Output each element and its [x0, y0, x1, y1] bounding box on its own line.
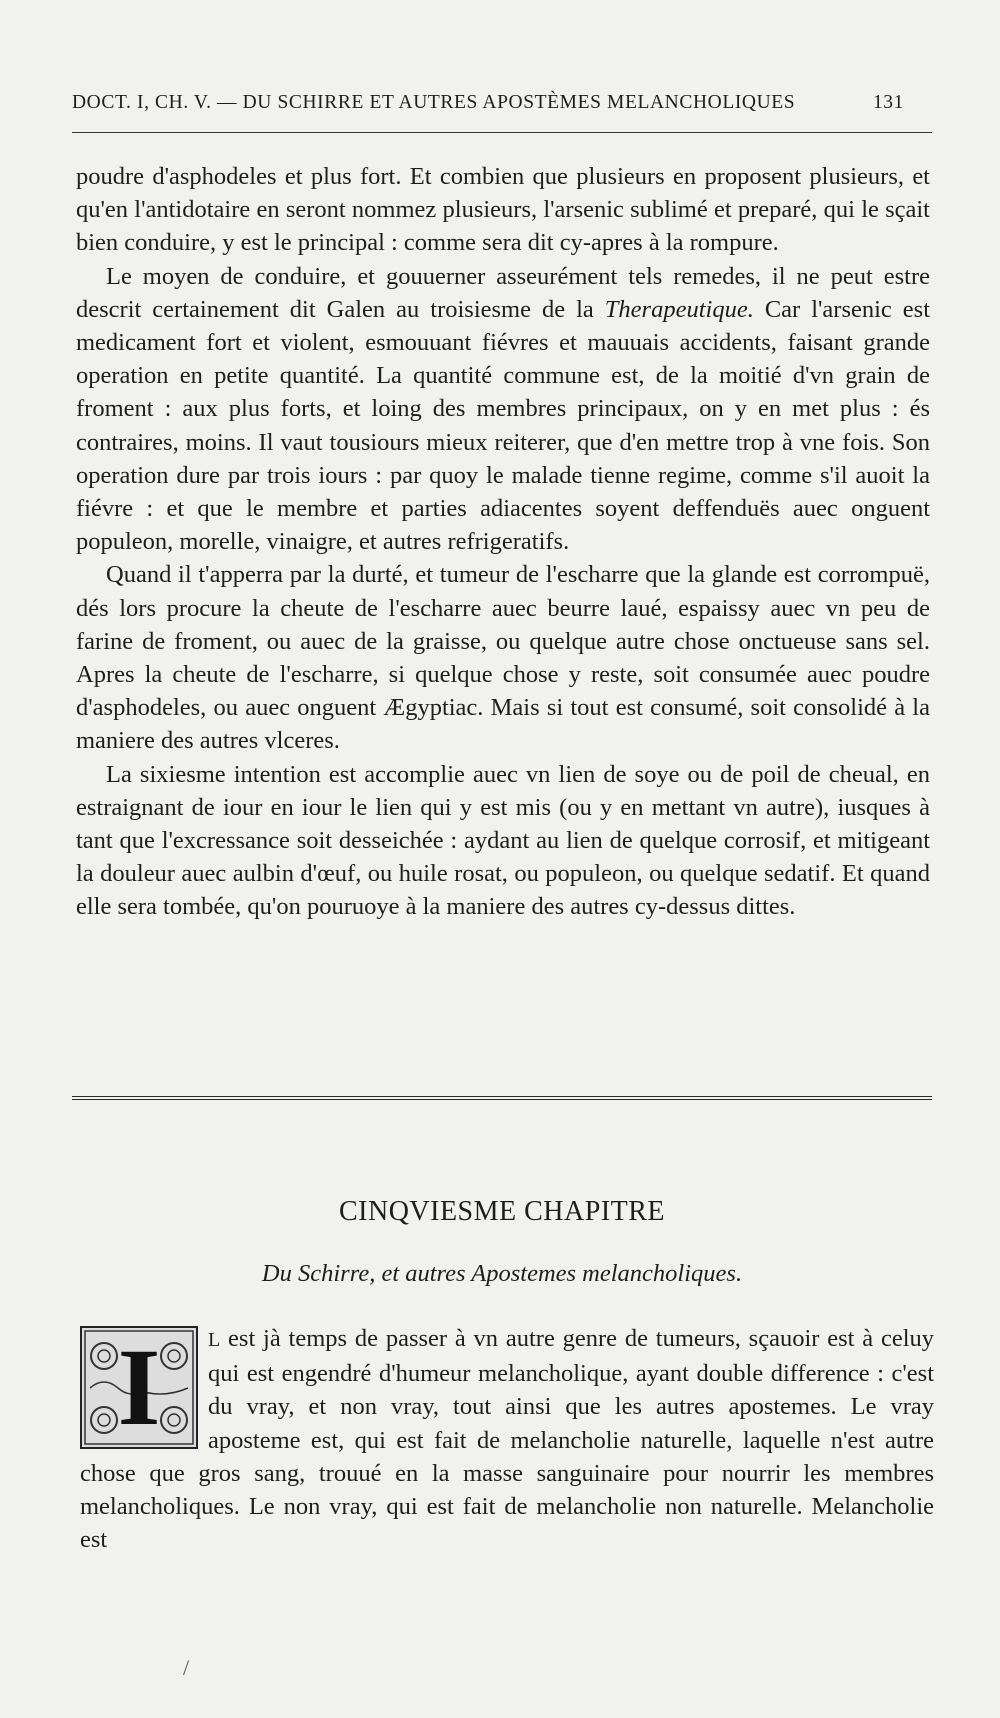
- running-title: DOCT. I, CH. V. — DU SCHIRRE ET AUTRES APOSTÈMES MELANCHOLIQUES: [72, 92, 796, 113]
- body-text: [76, 160, 930, 924]
- paragraph-2-italic: Therapeutique.: [604, 295, 754, 323]
- paragraph-2-text-b: Car l'arsenic est medicament fort et violent, esmouuant fiévres et mauuais accidents, faisant grande operation en petite quantité. La quantité commune est, de la moitié d'vn grain de froment : aux plus forts, et loing des membres principaux, on y en met plus : és contraires, moins. Il vaut tousiours mieux reiterer, que d'en mettre trop à vne fois. Son operation dure par trois iours : par quoy le malade tienne regime, comme s'il auoit la fiévre : et que le membre et parties adiacentes soyent deffenduës auec onguent populeon, morelle, vinaigre, et autres refrigeratifs.: [76, 295, 931, 556]
- chapter-title: CINQVIESME CHAPITRE: [338, 1196, 666, 1227]
- paragraph-2-text-a: Le moyen de conduire, et gouuerner asseurément tels remedes, il ne peut estre descrit certainement dit Galen au troisiesme de la: [76, 262, 930, 323]
- chapter-subtitle: Du Schirre, et autres Apostemes melancholiques.: [261, 1260, 743, 1287]
- chapter-separator-rule: [72, 1096, 932, 1100]
- paragraph-2: [76, 260, 930, 559]
- paragraph-3: Quand il t'apperra par la durté, et tumeur de l'escharre que la glande est corrompuë, dés lors procure la cheute de l'escharre auec beurre laué, espaissy auec vn peu de farine de froment, ou auec de la graisse, ou quelque autre chose onctueuse sans sel. Apres la cheute de l'escharre, si quelque chose y reste, soit consumée auec poudre d'asphodeles, ou auec onguent Ægyptiac. Mais si tout est consumé, soit consolidé à la maniere des autres vlceres.: [76, 561, 930, 755]
- stray-ink-mark: /: [183, 1655, 190, 1680]
- paragraph-4: La sixiesme intention est accomplie auec vn lien de soye ou de poil de cheual, en estraignant de iour en iour le lien qui y est mis (ou y en mettant vn autre), iusques à tant que l'excressance soit desseichée : aydant au lien de quelque corrosif, et mitigeant la douleur auec aulbin d'œuf, ou huile rosat, ou populeon, ou quelque sedatif. Et quand elle sera tombée, qu'on pouruoye à la maniere des autres cy-dessus dittes.: [76, 760, 930, 921]
- ornamental-dropcap: [80, 1326, 198, 1449]
- chapter-first-paragraph: est jà temps de passer à vn autre genre de tumeurs, sçauoir est à celuy qui est engendré d'humeur melancholique, ayant double difference : c'est du vray, et non vray, tout ainsi que les autres apostemes. Le vray aposteme est, qui est fait de melancholie naturelle, laquelle n'est autre chose que gros sang, trouué en la masse sanguinaire pour nourrir les membres melancholiques. Le non vray, qui est fait de melancholie non naturelle. Melancholie est: [80, 1325, 934, 1554]
- dropcap-letter: I: [117, 1326, 161, 1448]
- running-header: [72, 92, 932, 114]
- page-number: 131: [872, 92, 904, 113]
- header-rule: [72, 132, 932, 133]
- paragraph-1: poudre d'asphodeles et plus fort. Et combien que plusieurs en proposent plusieurs, et qu'en l'antidotaire en seront nommez plusieurs, l'arsenic sublimé et preparé, qui le sçait bien conduire, y est le principal : comme sera dit cy-apres à la rompure.: [76, 163, 930, 257]
- first-word-smallcap: L: [208, 1329, 221, 1351]
- chapter-body: [80, 1322, 934, 1556]
